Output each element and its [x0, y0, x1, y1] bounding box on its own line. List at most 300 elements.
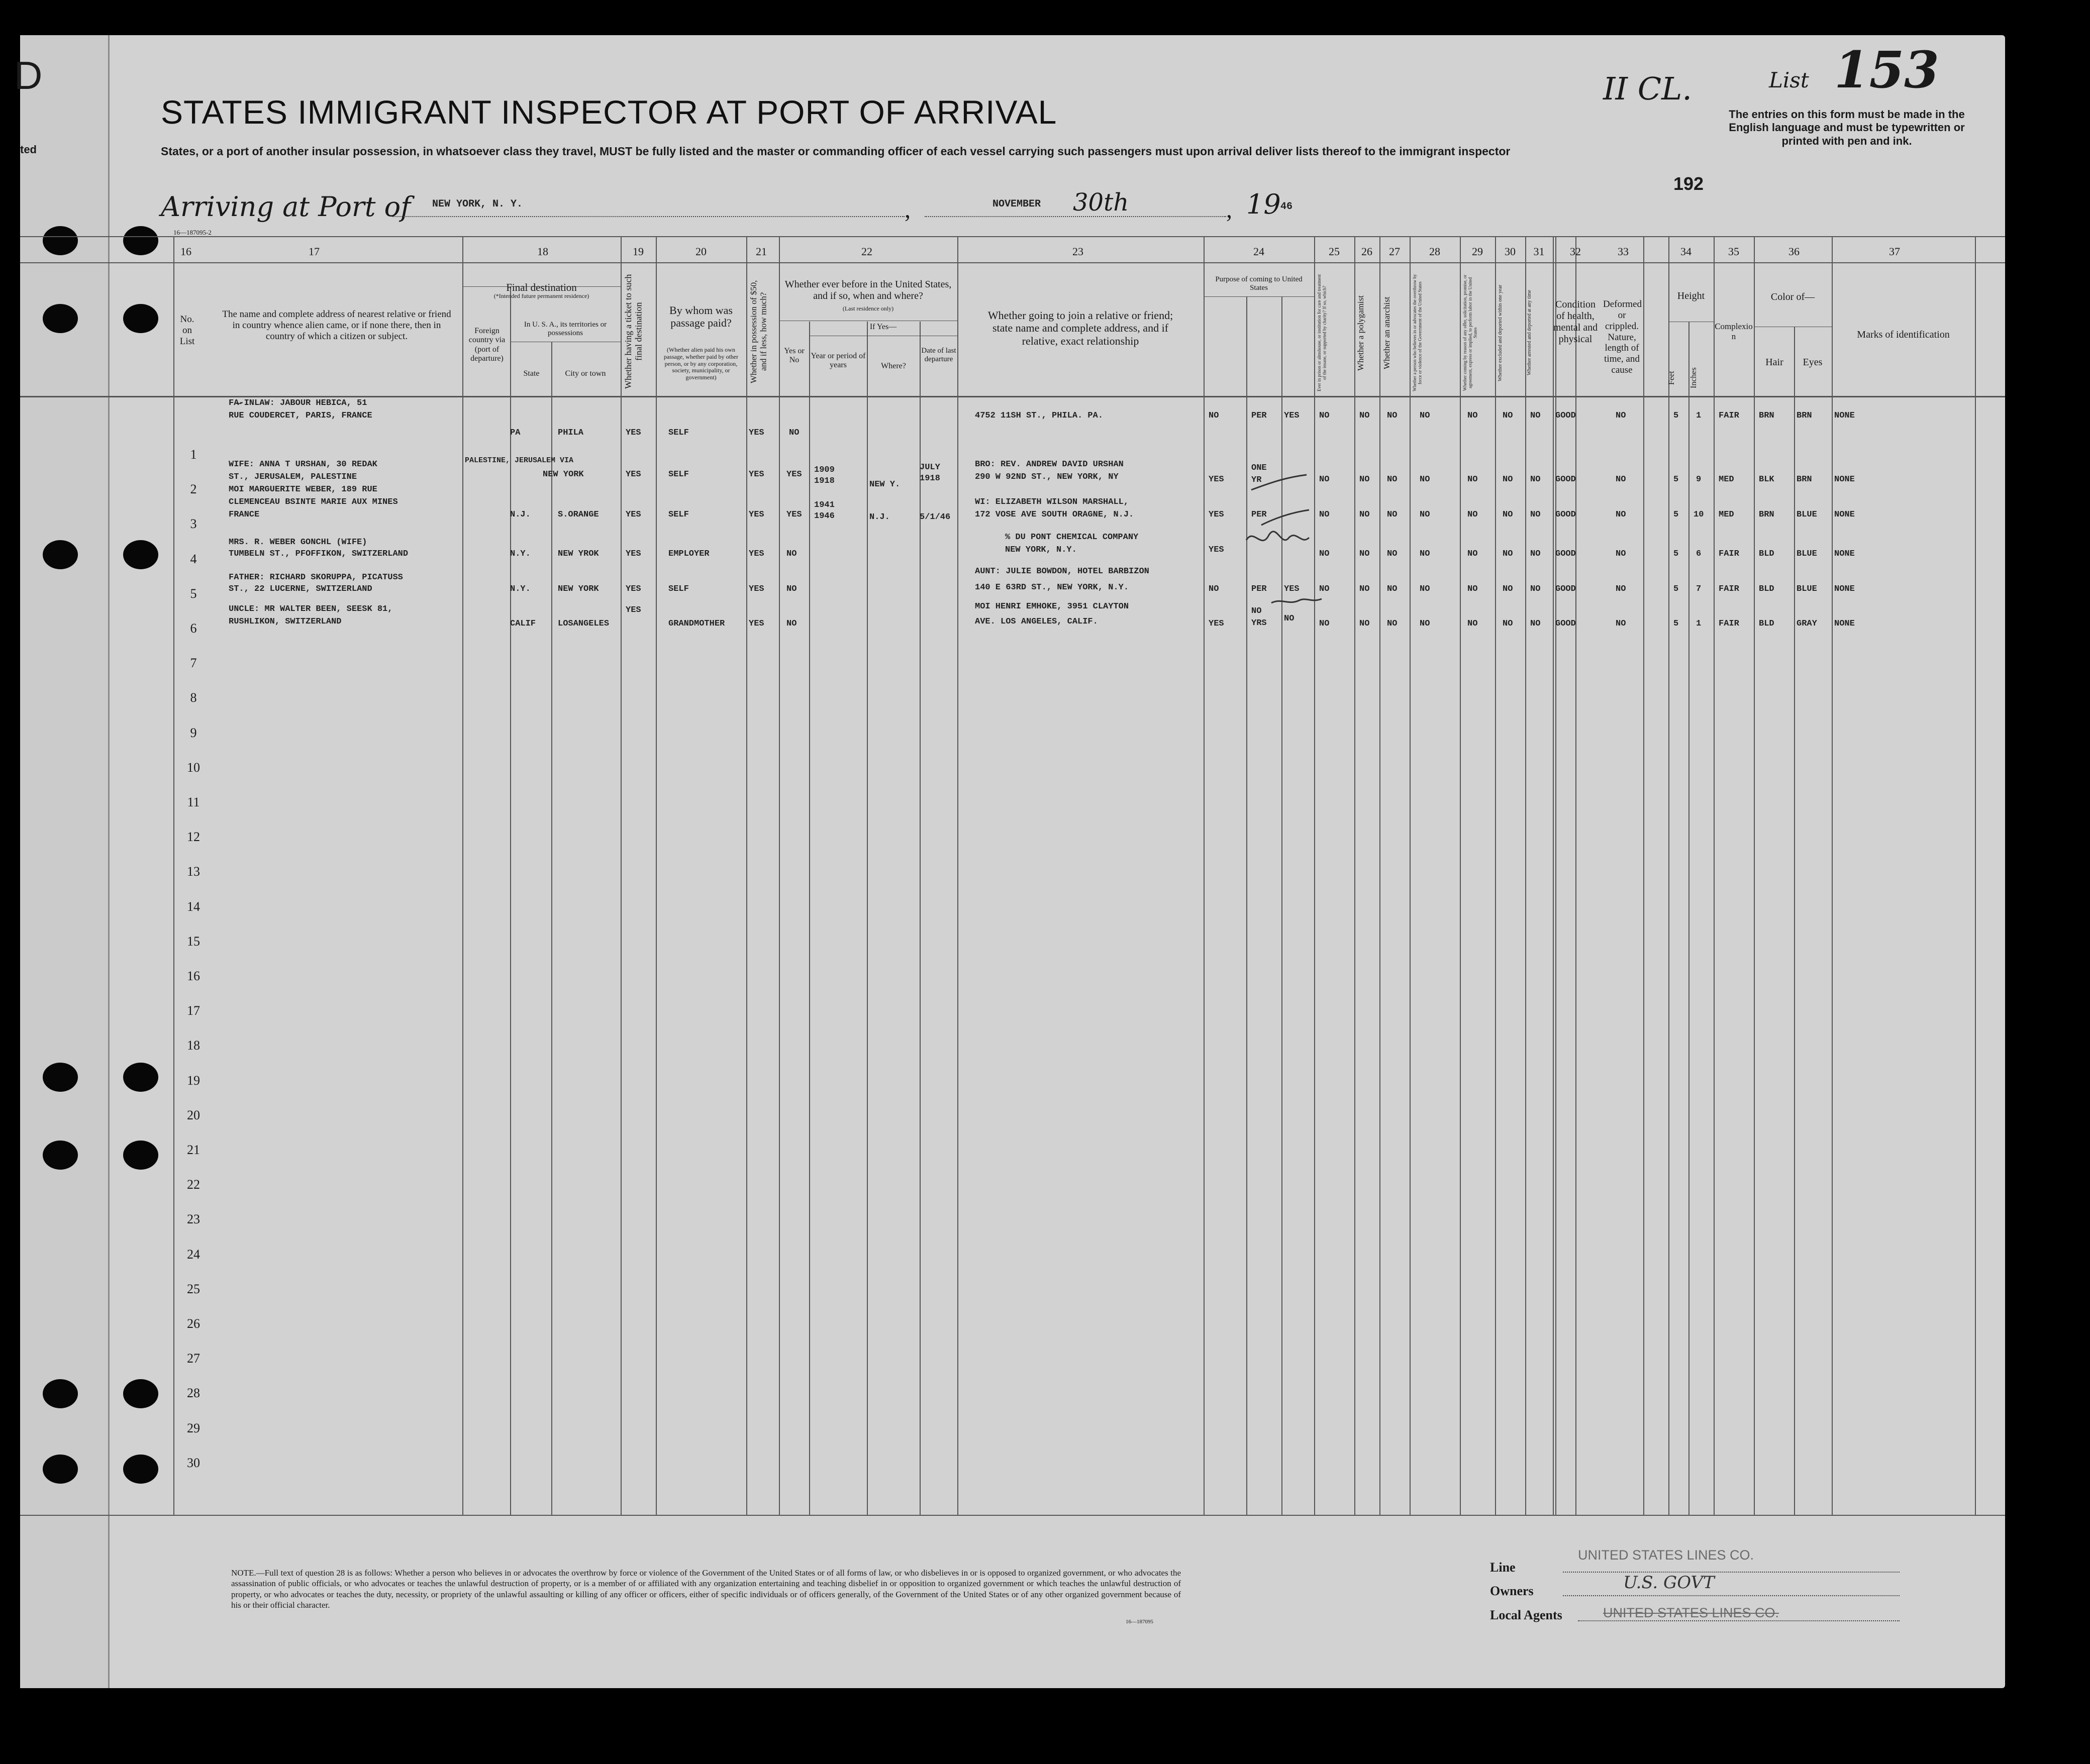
foreign-country: PALESTINE, JERUSALEM VIA [465, 456, 574, 465]
col-31: NO [1530, 411, 1541, 421]
length-of-stay: PER [1251, 584, 1267, 594]
deformed: NO [1616, 475, 1626, 484]
col-29: NO [1467, 510, 1478, 520]
hair-color: BRN [1759, 510, 1774, 520]
relative-address: FRANCE [229, 510, 260, 520]
years: 1909 1918 [814, 465, 835, 486]
col-28: NO [1420, 549, 1430, 559]
header-ticket: Whether having a ticket to such final destination [623, 274, 644, 389]
hair-color: BLD [1759, 619, 1774, 629]
join-address: 290 W 92ND ST., NEW YORK, NY [975, 472, 1119, 482]
join-address: BRO: REV. ANDREW DAVID URSHAN [975, 460, 1124, 469]
health: GOOD [1555, 549, 1576, 559]
marks: NONE [1834, 411, 1855, 421]
col-27: NO [1387, 549, 1398, 559]
relative-address: MOI MARGUERITE WEBER, 189 RUE [229, 485, 377, 494]
punch-hole [123, 1379, 158, 1408]
header-final-destination: Final destination [506, 281, 577, 293]
col-30: NO [1503, 549, 1513, 559]
deformed: NO [1616, 619, 1626, 629]
paid-by: SELF [668, 428, 689, 438]
eye-color: BLUE [1797, 584, 1817, 594]
header-inches: Inches [1689, 367, 1698, 389]
before-in-us: YES [786, 510, 802, 520]
join-address: AUNT: JULIE BOWDON, HOTEL BARBIZON [975, 567, 1149, 576]
relative-address: ST., 22 LUCERNE, SWITZERLAND [229, 584, 372, 594]
join-address: % DU PONT CHEMICAL COMPANY [1005, 533, 1139, 542]
col-26: NO [1359, 510, 1370, 520]
col-number: 20 [695, 245, 707, 258]
col-30: NO [1503, 584, 1513, 594]
row-number: 19 [187, 1073, 200, 1088]
col-27: NO [1387, 584, 1398, 594]
year-suffix: 46 [1280, 201, 1293, 213]
row-number: 14 [187, 899, 200, 914]
manifest-page [20, 35, 2005, 1688]
header-where: Where? [881, 362, 906, 370]
header-state: State [523, 369, 540, 378]
row-number: 16 [187, 969, 200, 983]
punch-hole [43, 1063, 78, 1092]
height-inches: 1 [1696, 411, 1702, 421]
col-number: 19 [633, 245, 644, 258]
complexion: FAIR [1719, 619, 1739, 629]
col-number: 30 [1505, 245, 1516, 258]
row-number: 9 [190, 725, 197, 740]
relative-address: FATHER: RICHARD SKORUPPA, PICATUSS [229, 573, 403, 582]
month-value: NOVEMBER [992, 198, 1041, 210]
col-25: NO [1319, 510, 1330, 520]
col-number: 33 [1618, 245, 1629, 258]
header-overthrow: Whether a person who believes in or advocates the overthrow by force or violence of the Government of the United States [1412, 274, 1423, 392]
marks: NONE [1834, 584, 1855, 594]
line-label: Line [1490, 1560, 1516, 1575]
ticket: YES [626, 510, 641, 520]
row-number: 13 [187, 864, 200, 879]
relative-address: MRS. R. WEBER GONCHL (WIFE) [229, 538, 367, 547]
col-31: NO [1530, 475, 1541, 484]
form-code: 16—187095-2 [173, 229, 212, 236]
col-29: NO [1467, 475, 1478, 484]
years: 1941 1946 [814, 500, 835, 522]
punch-hole [123, 304, 158, 333]
last-departure: 5/1/46 [920, 512, 951, 522]
fifty-dollars: YES [749, 470, 764, 479]
col-26: NO [1359, 475, 1370, 484]
header-feet: Feet [1667, 371, 1676, 385]
city: LOSANGELES [558, 619, 610, 629]
health: GOOD [1555, 411, 1576, 421]
list-number: 153 [1834, 40, 1939, 99]
marks: NONE [1834, 475, 1855, 484]
complexion: FAIR [1719, 549, 1739, 559]
row-number: 17 [187, 1003, 200, 1018]
header-before-in-us: Whether ever before in the United States, and if so, when and where? [784, 279, 952, 301]
header-usa: In U. S. A., its territories or possessions [524, 321, 607, 338]
health: GOOD [1555, 510, 1576, 520]
col-number: 36 [1788, 245, 1800, 258]
relative-address: WIFE: ANNA T URSHAN, 30 REDAK [229, 460, 377, 469]
fifty-dollars: YES [749, 549, 764, 559]
col-number: 37 [1889, 245, 1900, 258]
handwritten-annotations [1241, 462, 1342, 633]
row-number: 4 [190, 551, 197, 566]
punch-hole [123, 540, 158, 569]
header-paid-note: (Whether alien paid his own passage, whether paid by other person, or by any corporation, society, municipality, or government) [663, 346, 739, 381]
before-in-us: NO [786, 584, 797, 594]
height-inches: 7 [1696, 584, 1702, 594]
purpose: NO [1209, 584, 1219, 594]
state: CALIF [510, 619, 536, 629]
left-fragment-letter: D [14, 53, 43, 97]
paid-by: GRANDMOTHER [668, 619, 725, 629]
col-26: NO [1359, 549, 1370, 559]
before-in-us: NO [786, 549, 797, 559]
complexion: FAIR [1719, 584, 1739, 594]
col-number: 21 [756, 245, 767, 258]
city: NEW YORK [543, 470, 584, 479]
row-number: 1 [190, 447, 197, 462]
col-27: NO [1387, 510, 1398, 520]
health: GOOD [1555, 475, 1576, 484]
header-deformed: Deformed or crippled. Nature, length of time, and cause [1603, 299, 1642, 376]
where: NEW Y. [869, 480, 901, 489]
hair-color: BRN [1759, 411, 1774, 421]
header-paid-by: By whom was passage paid? [669, 304, 733, 330]
fifty-dollars: YES [749, 584, 764, 594]
agents-label: Local Agents [1490, 1608, 1562, 1622]
row-number: 6 [190, 621, 197, 636]
citizen-intent: NO [1284, 614, 1295, 624]
col-28: NO [1420, 510, 1430, 520]
purpose: YES [1209, 510, 1224, 520]
purpose: YES [1209, 619, 1224, 629]
header-if-yes: If Yes— [869, 323, 897, 331]
header-purpose: Purpose of coming to United States [1215, 275, 1303, 292]
col-30: NO [1503, 411, 1513, 421]
col-25: NO [1319, 549, 1330, 559]
eye-color: BRN [1797, 475, 1812, 484]
punch-hole [43, 1140, 78, 1170]
marks: NONE [1834, 510, 1855, 520]
punch-hole [43, 540, 78, 569]
relative-address: RUE COUDERCET, PARIS, FRANCE [229, 411, 372, 421]
header-relative: The name and complete address of nearest relative or friend in country whence alien came, or if none there, then in country of which a citizen or subject. [222, 309, 451, 342]
punch-hole [43, 1455, 78, 1484]
row-number: 30 [187, 1455, 200, 1470]
health: GOOD [1555, 619, 1576, 629]
join-address: 140 E 63RD ST., NEW YORK, N.Y. [975, 583, 1129, 592]
col-number: 27 [1389, 245, 1400, 258]
relative-address: FA̶-INLAW: JABOUR HEBICA, 51 [229, 398, 367, 408]
col-26: NO [1359, 584, 1370, 594]
city: NEW YORK [558, 584, 599, 594]
purpose: YES [1209, 475, 1224, 484]
row-number: 24 [187, 1247, 200, 1262]
arriving-label: Arriving at Port of [161, 191, 411, 223]
height-feet: 5 [1673, 411, 1679, 421]
where: N.J. [869, 512, 890, 522]
header-hair: Hair [1765, 357, 1783, 368]
col-28: NO [1420, 619, 1430, 629]
header-anarchist: Whether an anarchist [1382, 296, 1391, 369]
height-feet: 5 [1673, 549, 1679, 559]
owners-label: Owners [1490, 1584, 1534, 1598]
row-number: 26 [187, 1316, 200, 1331]
eye-color: BLUE [1797, 510, 1817, 520]
deformed: NO [1616, 549, 1626, 559]
header-fifty-dollars: Whether in possession of $50, and if less, how much? [749, 280, 768, 383]
col-25: NO [1319, 475, 1330, 484]
row-number: 23 [187, 1212, 200, 1227]
col-29: NO [1467, 411, 1478, 421]
complexion: FAIR [1719, 411, 1739, 421]
col-number: 35 [1728, 245, 1739, 258]
row-number: 15 [187, 933, 200, 949]
join-address: 172 VOSE AVE SOUTH ORAGNE, N.J. [975, 510, 1134, 520]
footer-note: NOTE.—Full text of question 28 is as follows: Whether a person who believes in or advocates the overthrow by force or violence of the Government of the United States or of all forms of law, or who disbelieves in or is opposed to organized government, or who advocates the assassination of public officials, or who advocates or teaches the unlawful destruction of property, or is a member of or affiliated with any organization entertaining and teaching disbelief in or opposition to organized government or which teaches the unlawful destruction of property, or who advocates or teaches the duty, necessity, or propriety of the unlawful assaulting or killing of any officer or officers, either of specific individuals or of officers generally, of the Government of the United States or of any other organized government because of his or their official character. [231, 1568, 1181, 1610]
header-polygamist: Whether a polygamist [1356, 295, 1365, 371]
owners-value: U.S. GOVT [1623, 1573, 1715, 1593]
col-27: NO [1387, 619, 1398, 629]
header-height: Height [1677, 290, 1705, 301]
header-final-destination-note: (*Intended future permanent residence) [493, 292, 589, 299]
paid-by: SELF [668, 584, 689, 594]
col-27: NO [1387, 411, 1398, 421]
col-31: NO [1530, 584, 1541, 594]
col-31: NO [1530, 510, 1541, 520]
col-number: 23 [1072, 245, 1083, 258]
eye-color: BRN [1797, 411, 1812, 421]
col-29: NO [1467, 619, 1478, 629]
punch-hole [123, 226, 158, 255]
binding-strip [20, 35, 110, 1688]
relative-address: UNCLE: MR WALTER BEEN, SEESK 81, [229, 604, 393, 614]
header-year: Year or period of years [811, 352, 866, 370]
col-number: 25 [1329, 245, 1340, 258]
col-number: 18 [537, 245, 548, 258]
deformed: NO [1616, 411, 1626, 421]
row-number: 12 [187, 829, 200, 845]
header-city: City or town [565, 369, 606, 378]
col-26: NO [1359, 619, 1370, 629]
punch-hole [123, 1140, 158, 1170]
join-address: WI: ELIZABETH WILSON MARSHALL, [975, 497, 1129, 507]
marks: NONE [1834, 619, 1855, 629]
col-number: 17 [309, 245, 320, 258]
punch-hole [123, 1063, 158, 1092]
paid-by: SELF [668, 510, 689, 520]
left-fragment-text: ted [20, 143, 37, 156]
col-number: 28 [1429, 245, 1440, 258]
footer-form-code: 16—187095 [1126, 1619, 1153, 1625]
paid-by: SELF [668, 470, 689, 479]
city: PHILA [558, 428, 584, 438]
row-number: 25 [187, 1281, 200, 1296]
city: NEW YROK [558, 549, 599, 559]
page-title: STATES IMMIGRANT INSPECTOR AT PORT OF ARRIVAL [161, 93, 1057, 131]
header-prison: Ever in prison or almshouse, or institution for care and treatment of the insane, or supported by charity? If so, which? [1317, 274, 1327, 392]
height-feet: 5 [1673, 510, 1679, 520]
eye-color: BLUE [1797, 549, 1817, 559]
col-number: 32 [1570, 245, 1581, 258]
city: S.ORANGE [558, 510, 599, 520]
col-30: NO [1503, 475, 1513, 484]
length-of-stay: PER [1251, 411, 1267, 421]
list-label: List [1769, 68, 1809, 92]
page-subtitle: States, or a port of another insular possession, in whatsoever class they travel, MUST be fully listed and the master or commanding officer of each vessel carrying such passengers must upon arrival deliver lists thereof to the immigrant inspector [161, 145, 1511, 158]
relative-address: TUMBELN ST., PFOFFIKON, SWITZERLAND [229, 549, 409, 559]
row-number: 7 [190, 656, 197, 671]
eye-color: GRAY [1797, 619, 1817, 629]
col-31: NO [1530, 619, 1541, 629]
height-inches: 6 [1696, 549, 1702, 559]
class-mark: II CL. [1603, 70, 1693, 107]
col-25: NO [1319, 584, 1330, 594]
paid-by: EMPLOYER [668, 549, 710, 559]
relative-address: RUSHLIKON, SWITZERLAND [229, 617, 342, 627]
join-address: 4752 11SH ST., PHILA. PA. [975, 411, 1104, 421]
row-number: 10 [187, 760, 200, 775]
length-of-stay: ONE YR [1251, 463, 1267, 485]
row-number: 21 [187, 1143, 200, 1157]
header-excluded: Whether excluded and deported within one year [1498, 284, 1503, 381]
join-address: AVE. LOS ANGELES, CALIF. [975, 617, 1098, 627]
row-number: 22 [187, 1177, 200, 1192]
row-number: 8 [190, 690, 197, 705]
col-number: 29 [1472, 245, 1483, 258]
col-29: NO [1467, 549, 1478, 559]
port-value: NEW YORK, N. Y. [432, 198, 523, 210]
height-feet: 5 [1673, 584, 1679, 594]
length-of-stay: PER [1251, 510, 1267, 520]
col-number: 34 [1680, 245, 1691, 258]
header-yes-no: Yes or No [784, 347, 805, 365]
header-before-note: (Last residence only) [842, 305, 894, 312]
col-28: NO [1420, 411, 1430, 421]
agents-value: UNITED STATES LINES CO. [1603, 1605, 1779, 1620]
year-prefix: 19 [1246, 188, 1281, 220]
row-number: 11 [187, 795, 200, 809]
marks: NONE [1834, 549, 1855, 559]
deformed: NO [1616, 584, 1626, 594]
height-feet: 5 [1673, 619, 1679, 629]
printed-year: 192 [1673, 173, 1704, 194]
state: PA [510, 428, 521, 438]
col-25: NO [1319, 411, 1330, 421]
purpose: NO [1209, 411, 1219, 421]
ticket: YES [626, 470, 641, 479]
header-deported: Whether arrested and deported at any time [1527, 290, 1532, 376]
header-complexion: Complexion [1715, 322, 1753, 341]
header-health: Condition of health, mental and physical [1553, 299, 1598, 345]
col-27: NO [1387, 475, 1398, 484]
before-in-us: NO [786, 619, 797, 629]
before-in-us: YES [786, 470, 802, 479]
col-30: NO [1503, 619, 1513, 629]
punch-hole [43, 304, 78, 333]
col-number: 31 [1533, 245, 1545, 258]
header-foreign-country: Foreign country via (port of departure) [468, 327, 506, 363]
join-address: NEW YORK, N.Y. [1005, 545, 1077, 555]
row-number: 28 [187, 1386, 200, 1401]
header-color-of: Color of— [1770, 291, 1815, 302]
header-labor-offer: Whether coming by reason of any offer, solicitation, promise, or agreement, express or implied, to perform labor in the United States [1462, 274, 1478, 391]
state: N.Y. [510, 549, 531, 559]
col-30: NO [1503, 510, 1513, 520]
col-number: 22 [861, 245, 872, 258]
complexion: MED [1719, 475, 1734, 484]
fifty-dollars: YES [749, 428, 764, 438]
citizen-intent: YES [1284, 411, 1300, 421]
citizen-intent: YES [1284, 584, 1300, 594]
punch-hole [123, 1455, 158, 1484]
height-inches: 10 [1694, 510, 1704, 520]
fifty-dollars: YES [749, 619, 764, 629]
col-26: NO [1359, 411, 1370, 421]
col-number: 26 [1361, 245, 1372, 258]
row-number: 2 [190, 482, 197, 497]
day-value: 30th [1073, 188, 1129, 217]
health: GOOD [1555, 584, 1576, 594]
ticket: YES [626, 605, 641, 615]
header-marks: Marks of identification [1857, 329, 1950, 340]
hair-color: BLD [1759, 584, 1774, 594]
col-31: NO [1530, 549, 1541, 559]
ticket: YES [626, 549, 641, 559]
relative-address: ST., JERUSALEM, PALESTINE [229, 472, 357, 482]
instructions: The entries on this form must be made in the English language and must be typewritten or printed with pen and ink. [1729, 108, 1965, 147]
col-28: NO [1420, 475, 1430, 484]
ticket: YES [626, 428, 641, 438]
punch-hole [43, 226, 78, 255]
row-number: 29 [187, 1420, 200, 1435]
hair-color: BLK [1759, 475, 1774, 484]
row-number: 18 [187, 1038, 200, 1053]
deformed: NO [1616, 510, 1626, 520]
before-in-us: NO [789, 428, 800, 438]
last-departure: JULY 1918 [920, 463, 940, 484]
col-29: NO [1467, 584, 1478, 594]
purpose: YES [1209, 545, 1224, 555]
col-number: 16 [180, 245, 191, 258]
row-number: 27 [187, 1351, 200, 1366]
row-number: 20 [187, 1107, 200, 1122]
join-address: MOI HENRI EMHOKE, 3951 CLAYTON [975, 602, 1129, 611]
col-25: NO [1319, 619, 1330, 629]
row-number: 3 [190, 516, 197, 532]
header-join-relative: Whether going to join a relative or friend; state name and complete address, and if relative, exact relationship [987, 309, 1173, 347]
header-no-on-list: No. on List [179, 314, 195, 347]
header-eyes: Eyes [1803, 357, 1823, 368]
height-inches: 1 [1696, 619, 1702, 629]
length-of-stay: NO YRS [1251, 606, 1267, 628]
header-last-departure: Date of last departure [921, 347, 956, 364]
state: N.J. [510, 510, 531, 520]
height-feet: 5 [1673, 475, 1679, 484]
punch-hole [43, 1379, 78, 1408]
fifty-dollars: YES [749, 510, 764, 520]
row-number: 5 [190, 586, 197, 601]
col-number: 24 [1253, 245, 1264, 258]
state: N.Y. [510, 584, 531, 594]
col-28: NO [1420, 584, 1430, 594]
height-inches: 9 [1696, 475, 1702, 484]
ticket: YES [626, 584, 641, 594]
complexion: MED [1719, 510, 1734, 520]
line-value: UNITED STATES LINES CO. [1578, 1547, 1754, 1563]
hair-color: BLD [1759, 549, 1774, 559]
